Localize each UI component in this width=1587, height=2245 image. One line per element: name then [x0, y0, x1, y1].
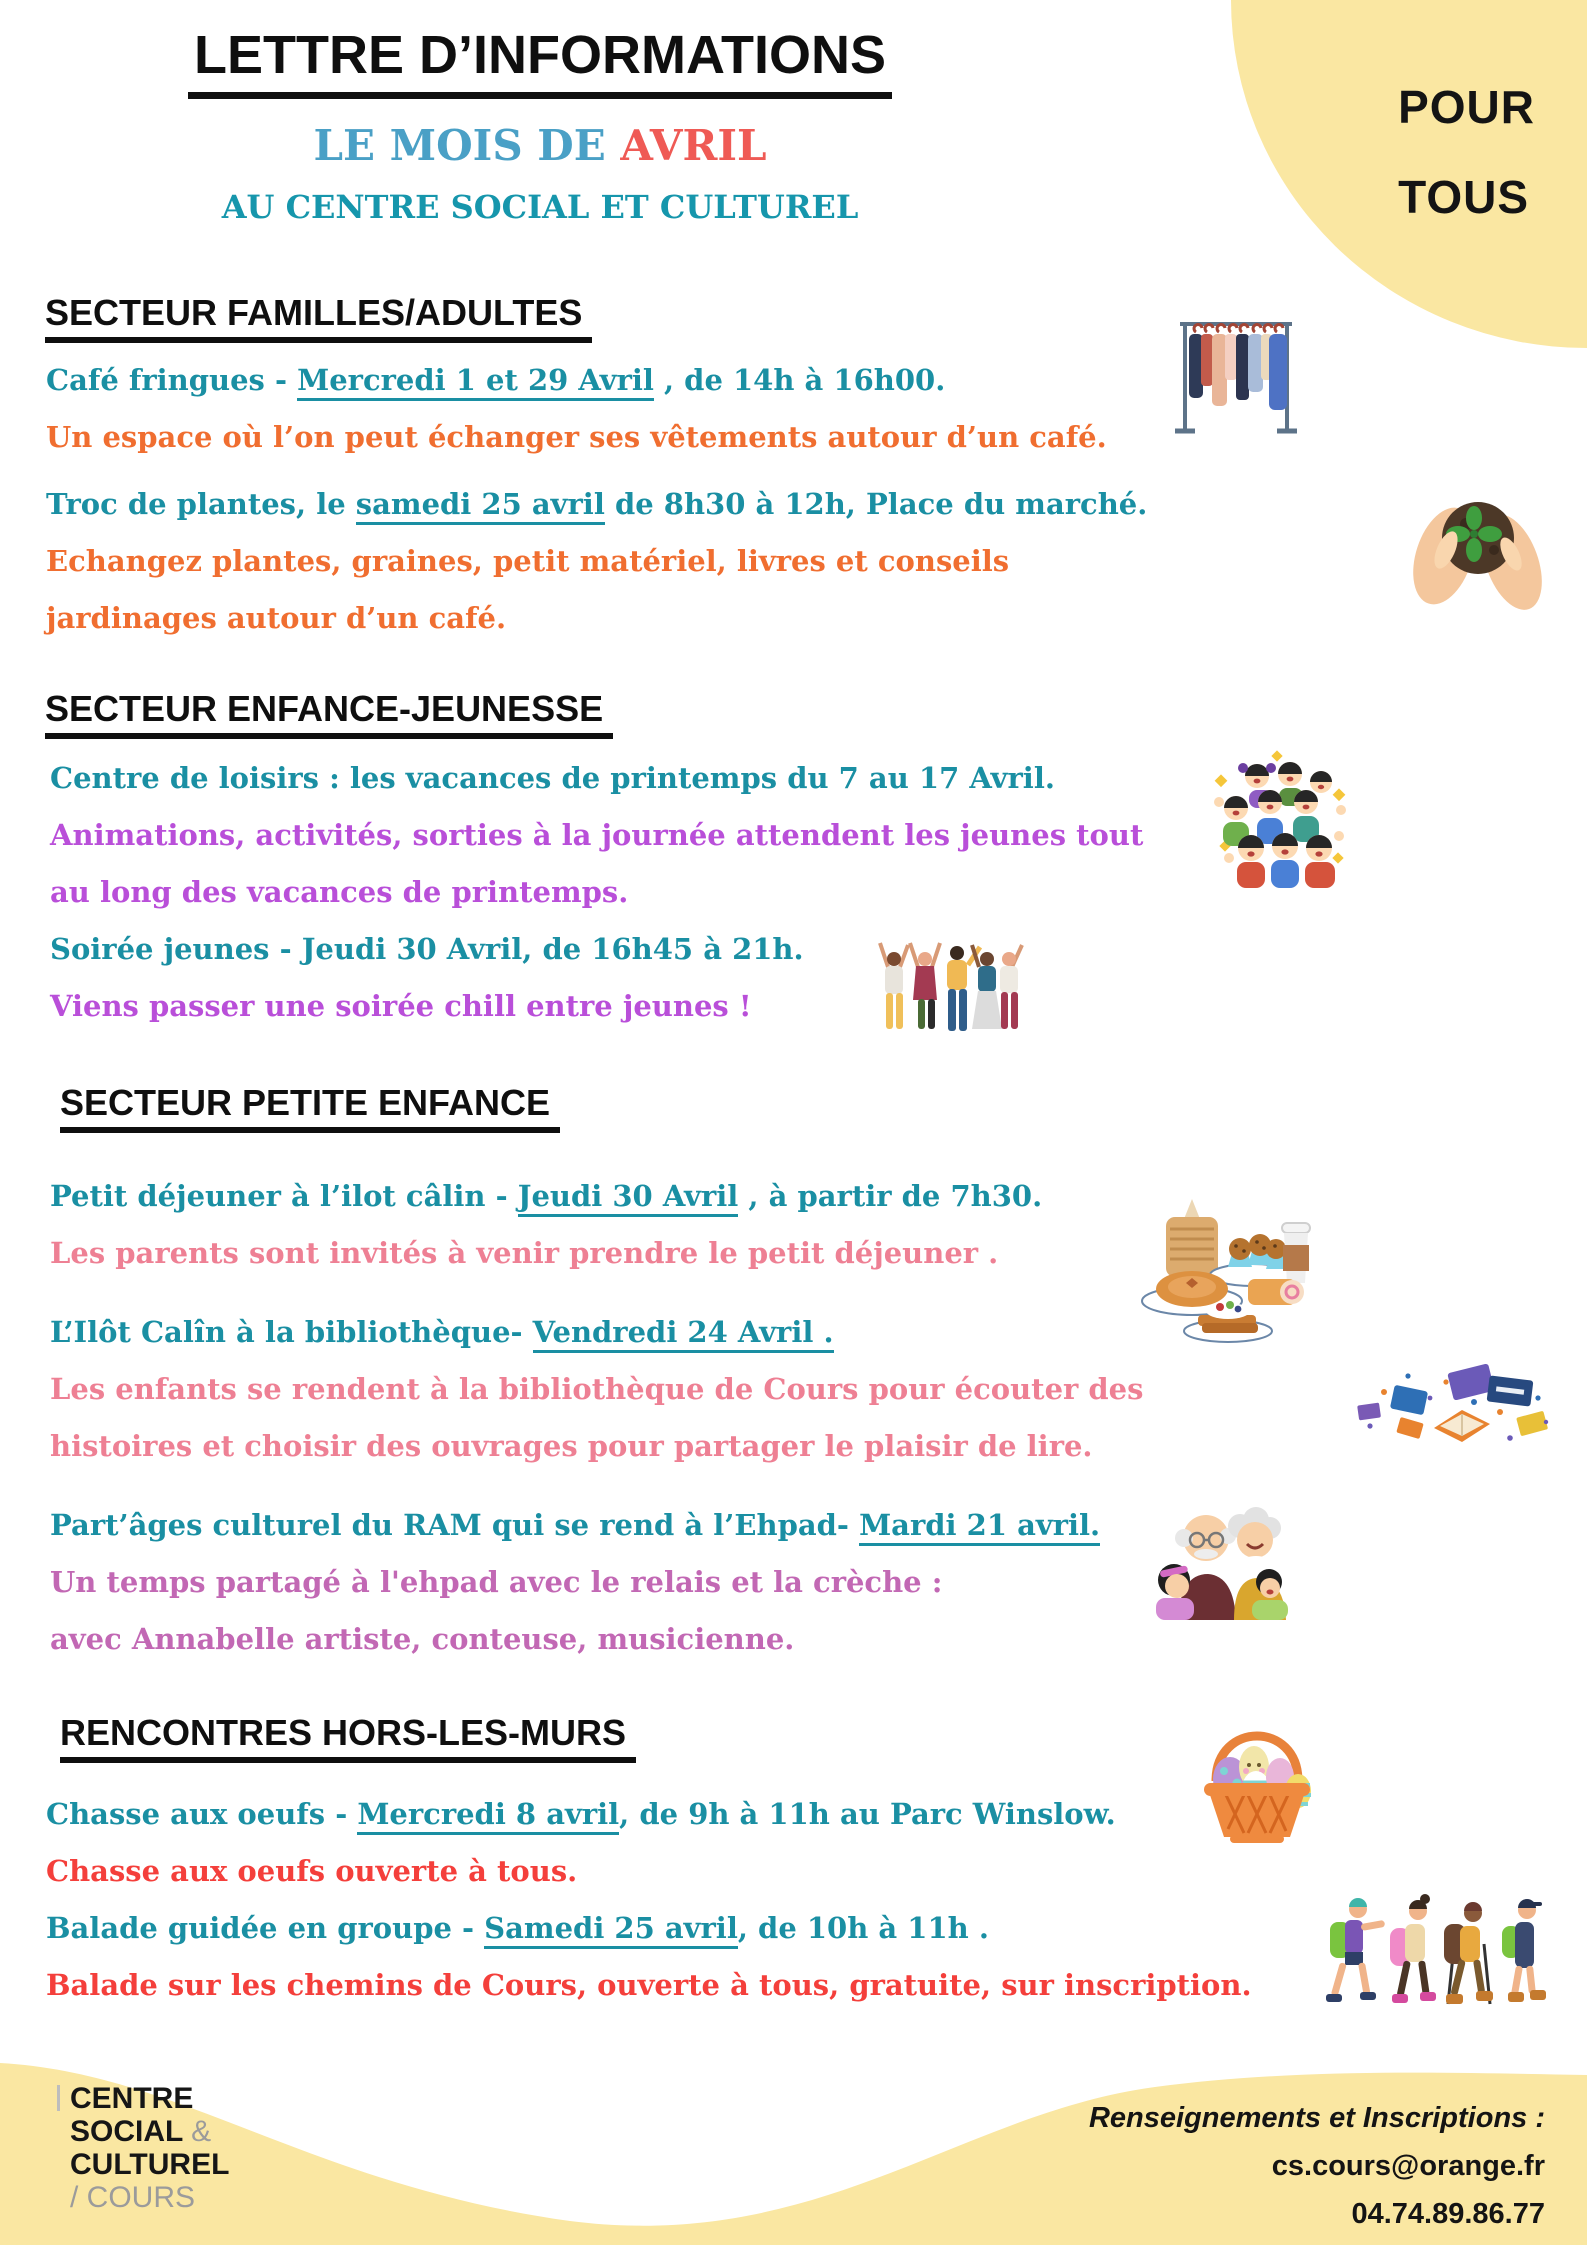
flying-books-illustration: [1350, 1362, 1552, 1454]
contact-label: Renseignements et Inscriptions :: [1088, 2102, 1545, 2134]
desc-line: Les parents sont invités à venir prendre le petit déjeuner .: [50, 1236, 999, 1270]
desc-line: Animations, activités, sorties à la journée attendent les jeunes tout au long des vacances de printemps.: [50, 818, 1144, 909]
subtitle-prefix: LE MOIS DE: [313, 121, 621, 170]
section-heading-petite-enfance: SECTEUR PETITE ENFANCE: [60, 1082, 560, 1133]
grandparents-with-children-illustration: [1150, 1498, 1292, 1620]
contact-email: cs.cours@orange.fr: [1271, 2150, 1545, 2182]
easter-egg-basket-illustration: [1192, 1703, 1322, 1845]
event-line: Soirée jeunes - Jeudi 30 Avril, de 16h45 à 21h.: [50, 932, 804, 966]
desc-line: Un espace où l’on peut échanger ses vêtements autour d’un café.: [46, 420, 1107, 454]
hikers-walking-illustration: [1318, 1884, 1554, 2026]
header: [0, 24, 1080, 226]
children-cheering-illustration: [1213, 750, 1348, 895]
breakfast-food-illustration: [1136, 1183, 1314, 1345]
event-line: Centre de loisirs : les vacances de printemps du 7 au 17 Avril.: [50, 761, 1055, 795]
tagline: AU CENTRE SOCIAL ET CULTUREL: [221, 188, 859, 226]
section-familles: [46, 352, 1166, 647]
logo-line-culturel: CULTUREL: [70, 2148, 230, 2181]
badge-line-2: TOUS: [1398, 171, 1530, 223]
section-petite-enfance: [50, 1168, 1150, 1668]
logo-bar-icon: [57, 2085, 60, 2111]
people-dancing-illustration: [876, 933, 1034, 1035]
desc-line: avec Annabelle artiste, conteuse, musicienne.: [50, 1622, 795, 1656]
logo-line-social: SOCIAL: [70, 2115, 183, 2148]
event-line: Petit déjeuner à l’ilot câlin - Jeudi 30 Avril , à partir de 7h30.: [50, 1168, 1150, 1225]
contact-phone: 04.74.89.86.77: [1351, 2198, 1545, 2230]
hands-holding-plant-illustration: [1408, 458, 1548, 628]
footer-logo: [57, 2082, 229, 2214]
desc-line: Echangez plantes, graines, petit matériel, livres et conseils jardinages autour d’un café.: [46, 544, 1010, 635]
section-rencontres: [46, 1786, 1326, 2014]
section-heading-enfance-jeunesse: SECTEUR ENFANCE-JEUNESSE: [45, 688, 613, 739]
subtitle: [0, 121, 1080, 170]
pour-tous-badge: [1231, 0, 1587, 348]
event-line: Part’âges culturel du RAM qui se rend à l’Ehpad- Mardi 21 avril.: [50, 1497, 1150, 1554]
desc-line: Balade sur les chemins de Cours, ouverte à tous, gratuite, sur inscription.: [46, 1968, 1252, 2002]
desc-line: Chasse aux oeufs ouverte à tous.: [46, 1854, 578, 1888]
logo-ampersand: &: [191, 2115, 212, 2148]
event-line: Balade guidée en groupe - Samedi 25 avril, de 10h à 11h .: [46, 1900, 1326, 1957]
event-line: Chasse aux oeufs - Mercredi 8 avril, de 9h à 11h au Parc Winslow.: [46, 1786, 1326, 1843]
event-line: Troc de plantes, le samedi 25 avril de 8h30 à 12h, Place du marché.: [46, 476, 1166, 533]
clothes-rack-illustration: [1172, 310, 1300, 438]
section-heading-rencontres: RENCONTRES HORS-LES-MURS: [60, 1712, 636, 1763]
logo-line-centre: CENTRE: [70, 2082, 194, 2115]
desc-line: Viens passer une soirée chill entre jeunes !: [50, 989, 752, 1023]
event-line: Café fringues - Mercredi 1 et 29 Avril , de 14h à 16h00.: [46, 352, 1166, 409]
desc-line: Les enfants se rendent à la bibliothèque de Cours pour écouter des histoires et choisir des ouvrages pour partager le plaisir de lire.: [50, 1372, 1144, 1463]
event-line: L’Ilôt Calîn à la bibliothèque- Vendredi 24 Avril .: [50, 1304, 1150, 1361]
logo-line-cours: / COURS: [70, 2181, 196, 2214]
subtitle-month: AVRIL: [620, 121, 767, 170]
page-title: LETTRE D’INFORMATIONS: [188, 24, 892, 99]
badge-line-1: POUR: [1398, 81, 1535, 133]
footer-contact: [1089, 2094, 1545, 2238]
desc-line: Un temps partagé à l'ehpad avec le relais et la crèche :: [50, 1565, 943, 1599]
section-heading-familles: SECTEUR FAMILLES/ADULTES: [45, 292, 592, 343]
